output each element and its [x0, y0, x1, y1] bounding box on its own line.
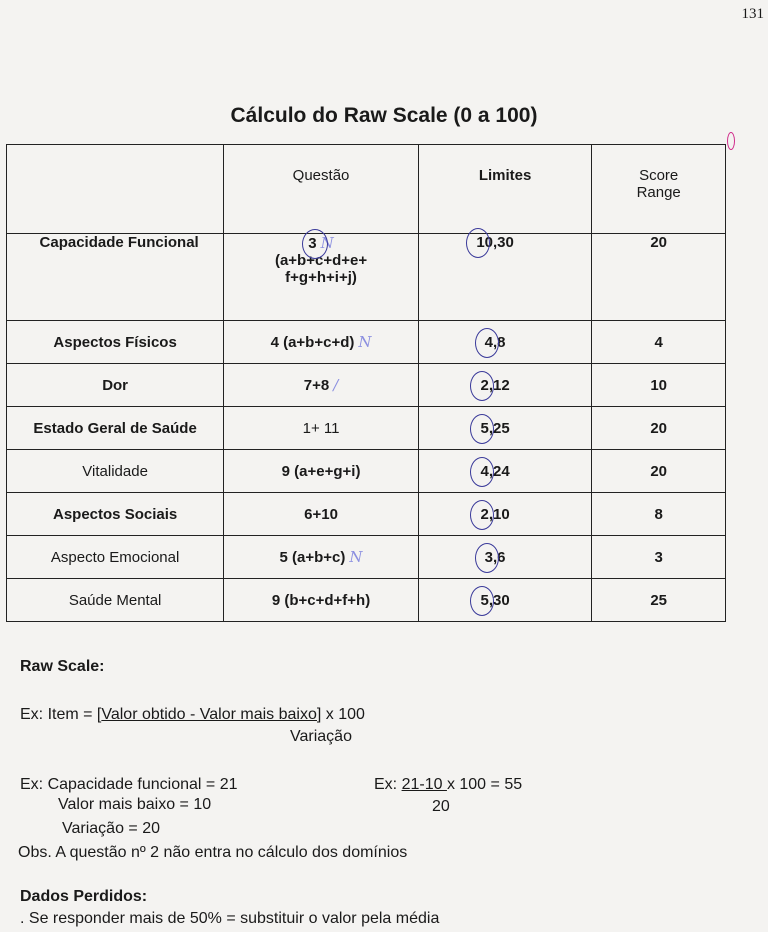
limits-value: 5,30 — [480, 591, 510, 609]
limits-value: 3,6 — [484, 548, 506, 566]
limits-cell — [418, 234, 592, 321]
domain-cell: Aspectos Físicos — [7, 321, 224, 364]
limits-cell — [418, 364, 592, 407]
question-cell — [224, 536, 419, 579]
handwritten-mark: N — [358, 333, 372, 351]
question-value: 9 (b+c+d+f+h) — [271, 591, 371, 609]
domain-cell: Aspecto Emocional — [7, 536, 224, 579]
table-row — [7, 493, 726, 536]
limits-cell — [418, 579, 592, 622]
limits-cell — [418, 321, 592, 364]
example2-prefix: Ex: — [374, 776, 402, 793]
range-cell: 8 — [592, 493, 726, 536]
question-value: 5 (a+b+c) — [279, 549, 346, 566]
domain-cell: Saúde Mental — [7, 579, 224, 622]
limits-cell — [418, 493, 592, 536]
limits-cell — [418, 536, 592, 579]
question-cell — [224, 321, 419, 364]
handwritten-mark: N — [349, 548, 363, 566]
missing-data-heading: Dados Perdidos: — [20, 888, 148, 905]
example2-numerator: 21-10 — [401, 776, 447, 793]
limits-cell — [418, 407, 592, 450]
formula-suffix: x 100 — [321, 706, 365, 723]
table-row — [7, 234, 726, 321]
handwritten-mark: N — [320, 234, 334, 252]
domain-cell: Capacidade Funcional — [7, 234, 224, 321]
range-cell: 25 — [592, 579, 726, 622]
question-value: 1+ 11 — [302, 419, 340, 437]
question-number: 3 — [308, 235, 317, 252]
table-row — [7, 579, 726, 622]
page-number: 131 — [741, 6, 764, 22]
example1-line1: Ex: Capacidade funcional = 21 — [20, 776, 238, 793]
pen-circle — [470, 457, 494, 487]
handwritten-mark: / — [333, 376, 339, 394]
question-value: 4 (a+b+c+d) — [270, 334, 355, 351]
question-cell — [224, 579, 419, 622]
header-domain — [7, 145, 224, 234]
question-cell — [224, 407, 419, 450]
page-title: Cálculo do Raw Scale (0 a 100) — [230, 104, 538, 127]
table-row — [7, 407, 726, 450]
formula-prefix: Ex: Item = [ — [20, 706, 102, 723]
pen-circle — [475, 328, 499, 358]
example2-denominator: 20 — [432, 798, 450, 815]
raw-scale-heading: Raw Scale: — [20, 658, 105, 675]
question-cell — [224, 450, 419, 493]
table-header-row — [7, 145, 726, 234]
question-cell — [224, 234, 419, 321]
limits-value: 4,24 — [480, 462, 510, 480]
domain-cell: Dor — [7, 364, 224, 407]
range-cell: 20 — [592, 450, 726, 493]
range-cell: 20 — [592, 407, 726, 450]
table-row — [7, 450, 726, 493]
question-cell — [224, 364, 419, 407]
limits-cell — [418, 450, 592, 493]
pen-circle — [466, 228, 490, 258]
table-row — [7, 321, 726, 364]
pen-circle — [470, 500, 494, 530]
limits-value: 2,12 — [480, 376, 510, 394]
pen-circle — [470, 371, 494, 401]
pen-circle — [475, 543, 499, 573]
question-value: 7+8 — [303, 377, 330, 394]
example1-line3: Variação = 20 — [62, 820, 160, 837]
raw-scale-table — [6, 144, 726, 622]
header-limits: Limites — [418, 145, 592, 234]
formula-denominator: Variação — [290, 728, 352, 745]
limits-value: 2,10 — [480, 505, 510, 523]
range-cell: 3 — [592, 536, 726, 579]
example1-line2: Valor mais baixo = 10 — [58, 796, 212, 813]
question-value: 9 (a+e+g+i) — [281, 462, 361, 480]
question-value: 6+10 — [304, 505, 338, 523]
pink-pen-mark — [727, 132, 735, 150]
domain-cell: Estado Geral de Saúde — [7, 407, 224, 450]
header-score-line1: Score — [639, 167, 679, 184]
header-score-line2: Range — [636, 184, 681, 201]
formula-line — [20, 706, 365, 724]
limits-value: 4,8 — [484, 333, 506, 351]
domain-cell: Aspectos Sociais — [7, 493, 224, 536]
pen-circle — [470, 586, 494, 616]
pen-circle — [470, 414, 494, 444]
range-cell: 10 — [592, 364, 726, 407]
header-question: Questão — [224, 145, 419, 234]
table-row — [7, 536, 726, 579]
table-row — [7, 364, 726, 407]
example2-line — [374, 776, 522, 794]
question-items: (a+b+c+d+e+ f+g+h+i+j) — [274, 252, 368, 286]
missing-data-line1: . Se responder mais de 50% = substituir o valor pela média — [20, 910, 440, 927]
question-cell — [224, 493, 419, 536]
domain-cell: Vitalidade — [7, 450, 224, 493]
range-cell: 20 — [592, 234, 726, 321]
header-score-range — [592, 145, 726, 234]
observation-note: Obs. A questão nº 2 não entra no cálculo dos domínios — [18, 844, 408, 861]
example2-suffix: x 100 = 55 — [446, 776, 523, 793]
range-cell: 4 — [592, 321, 726, 364]
formula-numerator: Valor obtido - Valor mais baixo] — [101, 706, 322, 723]
limits-value: 5,25 — [480, 419, 510, 437]
limits-value: 10,30 — [476, 234, 514, 251]
